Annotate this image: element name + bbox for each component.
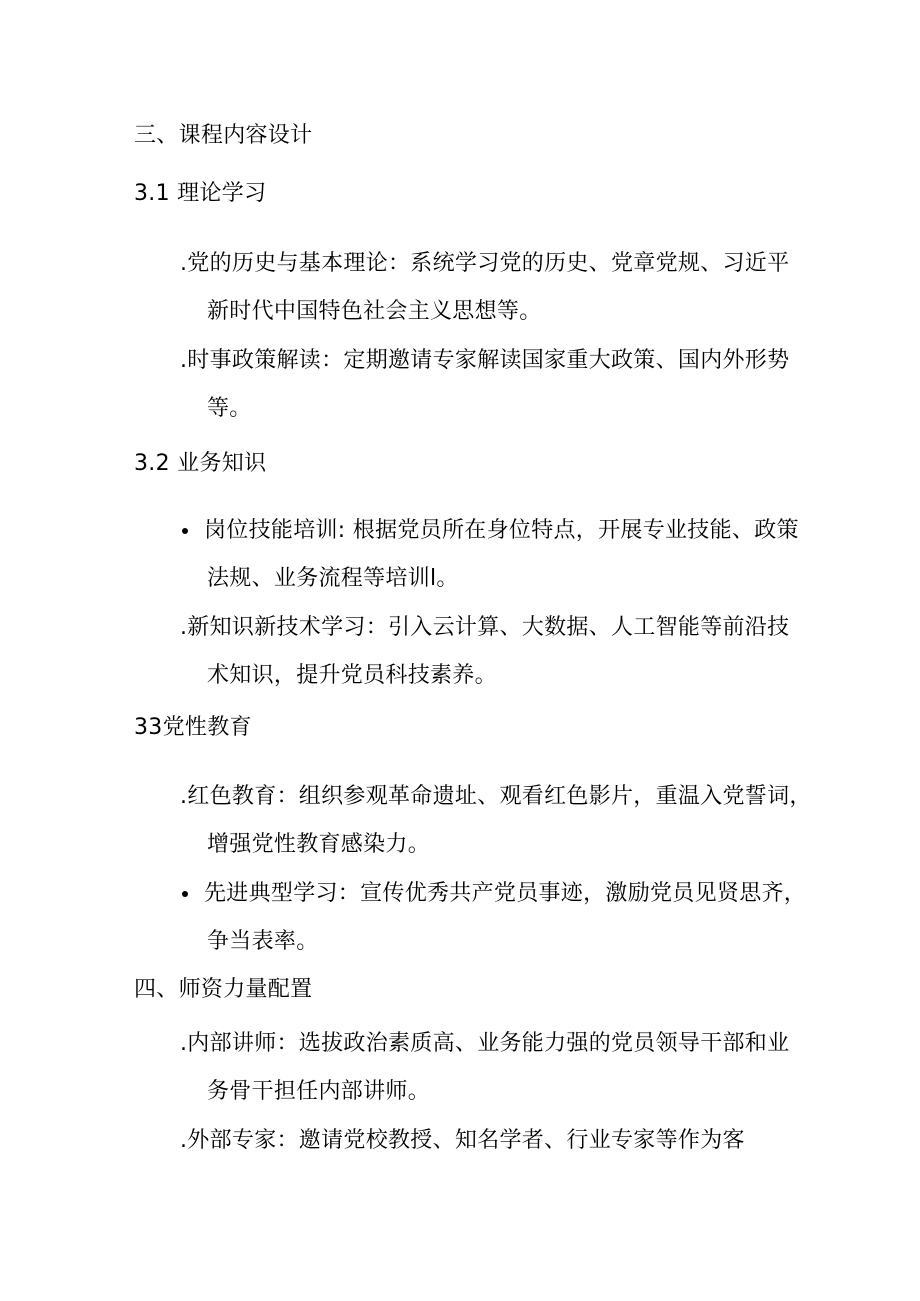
list-item-internal-lecturers-line1: .内部讲师：选拔政治素质高、业务能力强的党员领导干部和业 — [180, 1031, 790, 1056]
bullet-icon — [182, 891, 188, 897]
list-item-internal-lecturers-line2: 务骨干担任内部讲师。 — [207, 1079, 431, 1104]
list-item-job-skills-line1: 岗位技能培训: 根据党员所在身位特点，开展专业技能、政策 — [204, 518, 799, 543]
list-item-policy-interpretation-line1: .时事政策解读：定期邀请专家解读国家重大政策、国内外形势 — [180, 348, 790, 373]
list-item-role-models-line1: 先进典型学习：宣传优秀共产党员事迹，激励党员见贤思齐， — [204, 881, 807, 906]
section-3-3-heading: 33党性教育 — [134, 715, 252, 740]
list-item-new-tech-line2: 术知识，提升党员科技素养。 — [207, 663, 497, 688]
section-3-2-heading: 3.2 业务知识 — [134, 451, 267, 476]
list-item-new-tech-line1: .新知识新技术学习：引入云计算、大数据、人工智能等前沿技 — [180, 615, 790, 640]
list-item-job-skills-line2: 法规、业务流程等培训l。 — [207, 566, 459, 591]
section-3-heading: 三、课程内容设计 — [134, 123, 313, 148]
list-item-party-history-line2: 新时代中国特色社会主义思想等。 — [207, 299, 542, 324]
list-item-party-history-line1: .党的历史与基本理论：系统学习党的历史、党章党规、习近平 — [180, 251, 790, 276]
list-item-red-education-line2: 增强党性教育感染力。 — [207, 832, 431, 857]
list-item-red-education-line1: .红色教育：组织参观革命遗址、观看红色影片，重温入党誓词， — [180, 784, 812, 809]
list-item-policy-interpretation-line2: 等。 — [207, 396, 252, 421]
section-4-heading: 四、师资力量配置 — [134, 977, 313, 1002]
list-item-role-models-line2: 争当表率。 — [207, 929, 319, 954]
list-item-external-experts-line1: .外部专家：邀请党校教授、知名学者、行业专家等作为客 — [180, 1128, 745, 1153]
section-3-1-heading: 3.1 理论学习 — [134, 181, 267, 206]
bullet-icon — [182, 528, 188, 534]
